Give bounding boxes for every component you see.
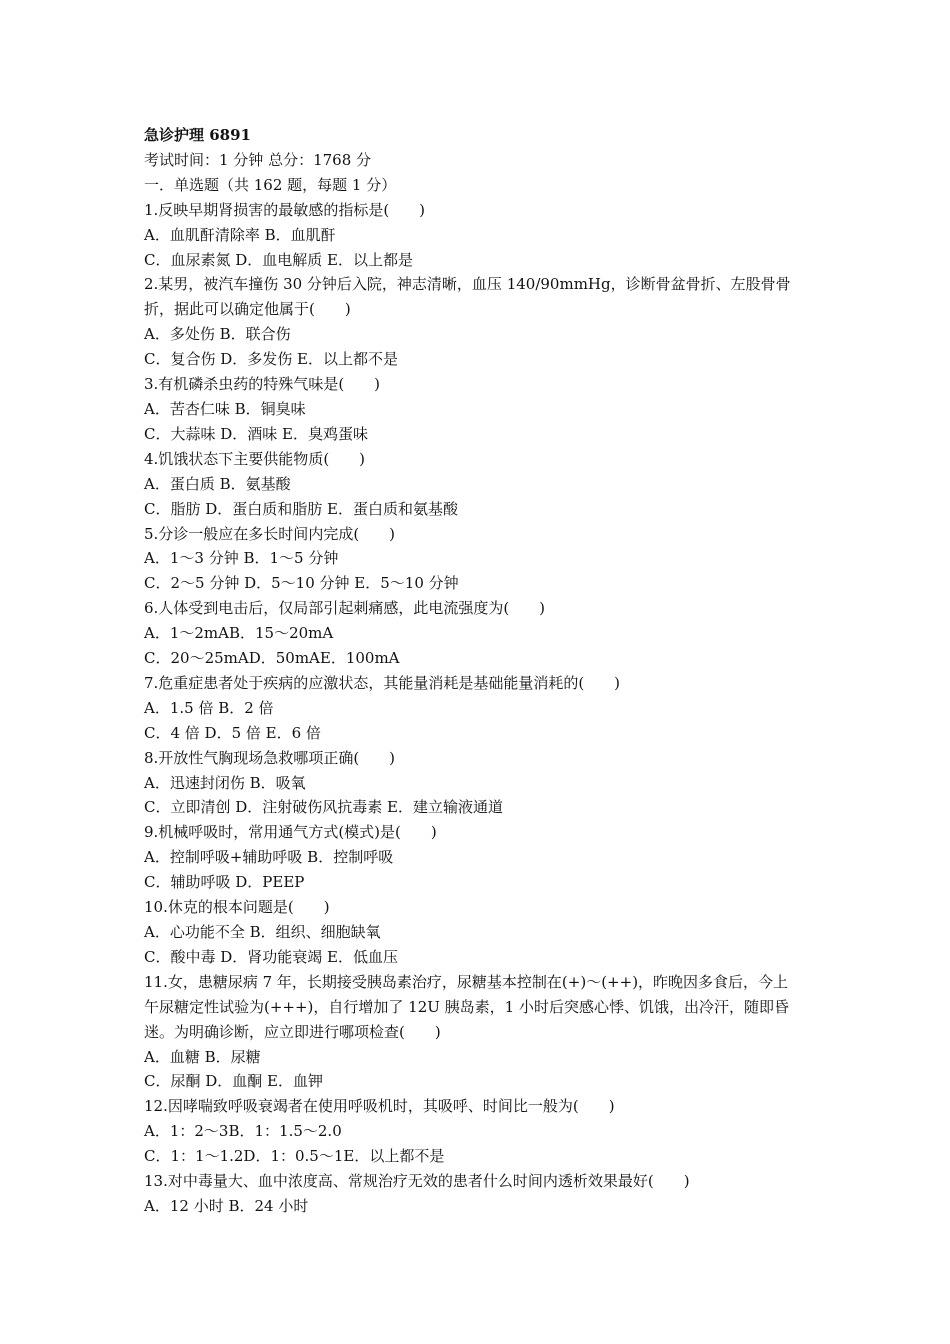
text-line: 7.危重症患者处于疾病的应激状态，其能量消耗是基础能量消耗的( )	[144, 673, 621, 692]
exam-meta: 考试时间：1 分钟 总分：1768 分	[144, 150, 372, 169]
text-line: C．2～5 分钟 D．5～10 分钟 E．5～10 分钟	[144, 574, 459, 593]
text-line: A．1.5 倍 B．2 倍	[144, 698, 274, 717]
document-title: 急诊护理 6891	[144, 126, 251, 144]
text-line: C．立即清创 D．注射破伤风抗毒素 E．建立输液通道	[144, 798, 503, 817]
text-line: C．20～25mAD．50mAE．100mA	[144, 649, 400, 668]
text-line: 8.开放性气胸现场急救哪项正确( )	[144, 748, 396, 767]
text-line: A．12 小时 B．24 小时	[144, 1196, 309, 1215]
text-line: A．血肌酐清除率 B．血肌酐	[144, 225, 336, 244]
text-line: 12.因哮喘致呼吸衰竭者在使用呼吸机时，其吸呼、时间比一般为( )	[144, 1097, 615, 1116]
text-line: A．血糖 B．尿糖	[144, 1047, 261, 1066]
text-line: A．迅速封闭伤 B．吸氧	[144, 773, 306, 792]
text-line: 10.休克的根本问题是( )	[144, 898, 330, 917]
question-list	[144, 198, 820, 1219]
text-line: C．辅助呼吸 D．PEEP	[144, 873, 305, 892]
text-line: 迷。为明确诊断，应立即进行哪项检查( )	[144, 1022, 441, 1041]
text-line: 6.人体受到电击后，仅局部引起刺痛感，此电流强度为( )	[144, 599, 546, 618]
text-line: 9.机械呼吸时，常用通气方式(模式)是( )	[144, 823, 437, 842]
text-line: A．多处伤 B．联合伤	[144, 325, 291, 344]
text-line: 折，据此可以确定他属于( )	[144, 300, 351, 319]
text-line: 4.饥饿状态下主要供能物质( )	[144, 449, 366, 468]
text-line: C．复合伤 D．多发伤 E．以上都不是	[144, 350, 398, 369]
text-line: A．蛋白质 B．氨基酸	[144, 474, 291, 493]
section-heading: 一．单选题（共 162 题，每题 1 分）	[144, 175, 397, 194]
text-line: 13.对中毒量大、血中浓度高、常规治疗无效的患者什么时间内透析效果最好( )	[144, 1172, 690, 1191]
text-line: A．1～3 分钟 B．1～5 分钟	[144, 549, 339, 568]
text-line: 11.女，患糖尿病 7 年，长期接受胰岛素治疗，尿糖基本控制在(+)～(++)，昨晚因多食后，今上	[144, 972, 789, 991]
text-line: C．1：1～1.2D．1：0.5～1E．以上都不是	[144, 1147, 445, 1166]
text-line: 5.分诊一般应在多长时间内完成( )	[144, 524, 396, 543]
text-line: C．酸中毒 D．肾功能衰竭 E．低血压	[144, 947, 398, 966]
text-line: C．4 倍 D．5 倍 E．6 倍	[144, 723, 321, 742]
text-line: C．脂肪 D．蛋白质和脂肪 E．蛋白质和氨基酸	[144, 499, 458, 518]
text-line: 午尿糖定性试验为(+++)，自行增加了 12U 胰岛素，1 小时后突感心悸、饥饿，出冷汗，随即昏	[144, 997, 789, 1016]
text-line: C．尿酮 D．血酮 E．血钾	[144, 1072, 323, 1091]
text-line: C．血尿素氮 D．血电解质 E．以上都是	[144, 250, 413, 269]
text-line: 1.反映早期肾损害的最敏感的指标是( )	[144, 200, 426, 219]
text-line: A．苦杏仁味 B．铜臭味	[144, 399, 306, 418]
text-line: 2.某男，被汽车撞伤 30 分钟后入院，神志清晰，血压 140/90mmHg，诊断骨盆骨折、左股骨骨	[144, 275, 791, 294]
text-line: A．控制呼吸+辅助呼吸 B．控制呼吸	[144, 848, 394, 867]
text-line: A．1～2mAB．15～20mA	[144, 624, 334, 643]
text-line: C．大蒜味 D．酒味 E．臭鸡蛋味	[144, 424, 368, 443]
text-line: A．1：2～3B．1：1.5～2.0	[144, 1122, 342, 1141]
text-line: A．心功能不全 B．组织、细胞缺氧	[144, 923, 381, 941]
text-line: 3.有机磷杀虫药的特殊气味是( )	[144, 375, 381, 394]
